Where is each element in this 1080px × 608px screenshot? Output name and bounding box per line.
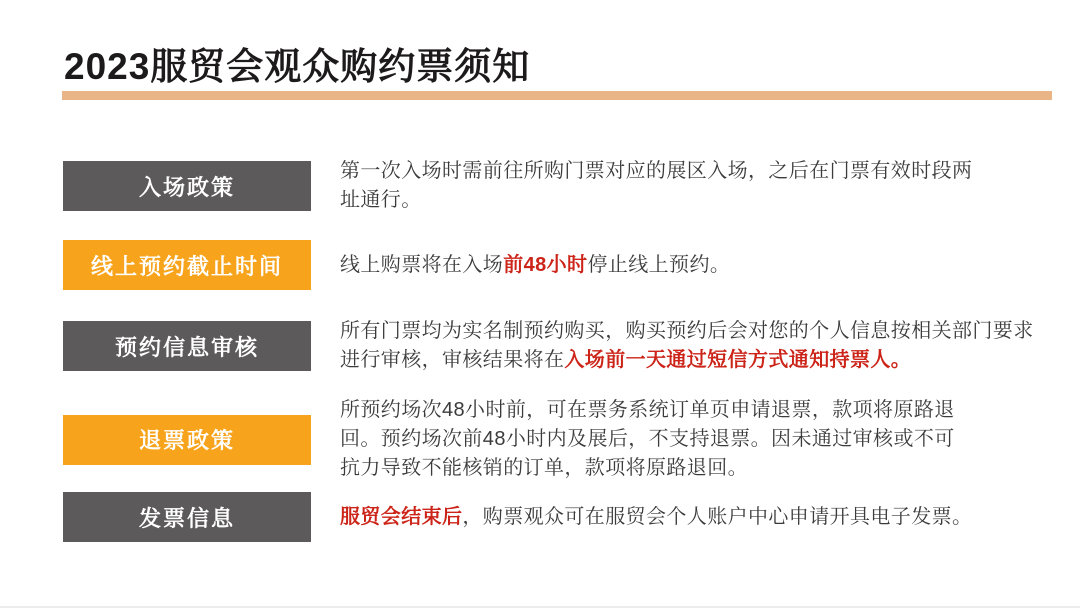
plain-text: 进行审核，审核结果将在: [340, 349, 565, 371]
row-text-line: [340, 503, 1046, 532]
row-text: [340, 503, 1046, 532]
row-label-badge: 退票政策: [63, 415, 311, 465]
row-label-badge: 预约信息审核: [63, 321, 311, 371]
row-text-line: [340, 346, 1046, 375]
notice-row: [63, 317, 1046, 375]
row-text: [340, 251, 1046, 280]
row-text-line: [340, 251, 1046, 280]
highlighted-text: 前48小时: [503, 253, 588, 276]
row-text: [340, 317, 1046, 375]
plain-text: 抗力导致不能核销的订单，款项将原路退回。: [340, 457, 748, 479]
plain-text: 第一次入场时需前往所购门票对应的展区入场，之后在门票有效时段两: [340, 160, 973, 182]
row-text-line: [340, 186, 1046, 215]
row-text-line: [340, 396, 1046, 425]
row-text: [340, 396, 1046, 483]
plain-text: 停止线上预约。: [587, 253, 731, 276]
row-text-line: [340, 425, 1046, 454]
row-label-badge: 发票信息: [63, 492, 311, 542]
page-title: 2023服贸会观众购约票须知: [64, 46, 531, 87]
row-text-line: [340, 317, 1046, 346]
notice-row: [63, 240, 1046, 290]
plain-text: 线上购票将在入场: [340, 253, 504, 276]
plain-text: 址通行。: [340, 189, 422, 211]
highlighted-text: 服贸会结束后: [340, 505, 463, 528]
plain-text: 所有门票均为实名制预约购买，购买预约后会对您的个人信息按相关部门要求: [340, 320, 1034, 342]
row-text-line: [340, 157, 1046, 186]
row-text: [340, 157, 1046, 215]
notice-row: [63, 157, 1046, 215]
notice-row: [63, 396, 1046, 483]
plain-text: 所预约场次48小时前，可在票务系统订单页申请退票，款项将原路退: [340, 399, 955, 421]
row-label-badge: 入场政策: [63, 161, 311, 211]
row-text-line: [340, 454, 1046, 483]
notice-row: [63, 492, 1046, 542]
highlighted-text: 入场前一天通过短信方式通知持票人。: [564, 349, 912, 371]
plain-text: 回。预约场次前48小时内及展后，不支持退票。因未通过审核或不可: [340, 428, 955, 450]
row-label-badge: 线上预约截止时间: [63, 240, 311, 290]
plain-text: ，购票观众可在服贸会个人账户中心申请开具电子发票。: [462, 505, 973, 528]
